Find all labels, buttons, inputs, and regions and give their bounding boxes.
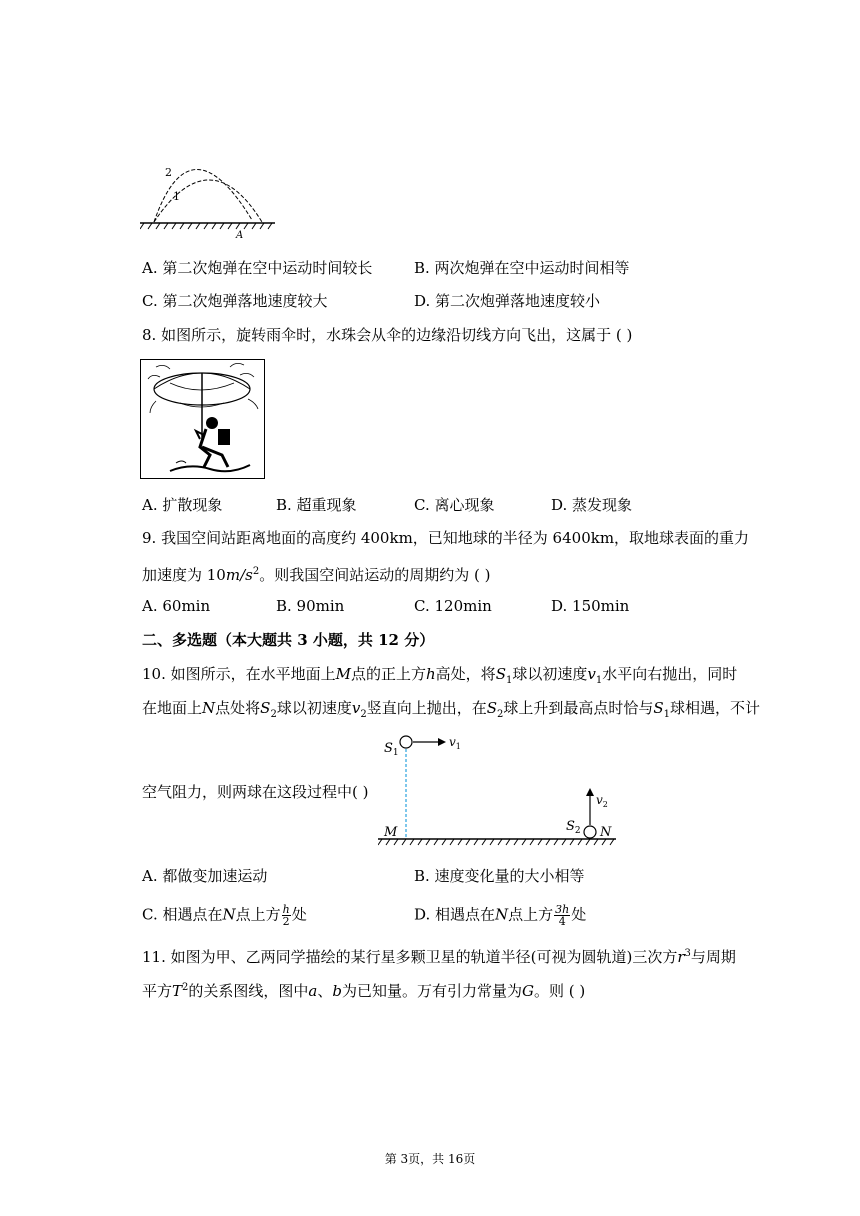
q9-option-a: A. 60min — [142, 597, 211, 615]
q8-option-a: A. 扩散现象 — [142, 496, 223, 514]
fig-v1-label: $v_1$ — [449, 735, 461, 751]
q9-option-b: B. 90min — [276, 597, 345, 615]
q10-option-c: C. 相遇点在N点上方 $\frac{h}{2}$ 处 — [142, 903, 307, 928]
q10-stem-line3: 空气阻力，则两球在这段过程中( ) — [142, 783, 369, 801]
trajectory-1-label: 1 — [173, 190, 180, 203]
fig-n-label: N — [600, 825, 612, 840]
q10-option-d: D. 相遇点在N点上方 $\frac{3h}{4}$ 处 — [414, 903, 587, 928]
q7-option-d: D. 第二次炮弹落地速度较小 — [414, 292, 601, 310]
q9-option-d: D. 150min — [551, 597, 630, 615]
fig-s1-label: $S_1$ — [384, 741, 399, 758]
q10-option-a: A. 都做变加速运动 — [142, 867, 268, 885]
fig-m-label: M — [384, 825, 398, 840]
q7-option-c: C. 第二次炮弹落地速度较大 — [142, 292, 328, 310]
q9-stem-line1: 9. 我国空间站距离地面的高度约 400km，已知地球的半径为 6400km，取地球表面的重力 — [142, 529, 750, 547]
q9-stem-line2: 加速度为 $10m/s^2$。则我国空间站运动的周期约为 ( ) — [142, 566, 491, 584]
q8-stem: 8. 如图所示，旋转雨伞时，水珠会从伞的边缘沿切线方向飞出，这属于 ( ) — [142, 326, 633, 344]
q10-option-b: B. 速度变化量的大小相等 — [414, 867, 585, 885]
q8-option-d: D. 蒸发现象 — [551, 496, 633, 514]
point-a-label: A — [236, 230, 244, 240]
fig-s2-label: $S_2$ — [566, 819, 581, 836]
q7-option-a: A. 第二次炮弹在空中运动时间较长 — [142, 259, 373, 277]
q9-option-c: C. 120min — [414, 597, 492, 615]
q10-stem-line1: 10. 如图所示，在水平地面上M点的正上方h高处，将$S_1$球以初速度$v_1$水平向右抛出，同时 — [142, 665, 738, 686]
two-balls-figure — [378, 728, 623, 853]
fig-v2-label: $v_2$ — [596, 793, 608, 809]
q8-option-c: C. 离心现象 — [414, 496, 495, 514]
trajectory-2-label: 2 — [165, 166, 172, 179]
q11-stem-line1: 11. 如图为甲、乙两同学描绘的某行星多颗卫星的轨道半径(可视为圆轨道)三次方$r^3$与周期 — [142, 948, 736, 966]
q7-option-b: B. 两次炮弹在空中运动时间相等 — [414, 259, 630, 277]
q10-stem-line2: 在地面上N点处将$S_2$球以初速度$v_2$竖直向上抛出，在$S_2$球上升到最高点时恰与$S_1$球相遇，不计 — [142, 699, 761, 720]
projectile-figure — [140, 148, 275, 240]
section-heading-multiple-choice: 二、多选题（本大题共 3 小题，共 12 分） — [142, 631, 435, 649]
q11-stem-line2: 平方$T^2$的关系图线，图中a、b为已知量。万有引力常量为G。则 ( ) — [142, 982, 586, 1000]
page-footer: 第 3页，共 16页 — [384, 1152, 476, 1166]
q8-option-b: B. 超重现象 — [276, 496, 357, 514]
umbrella-figure — [140, 359, 265, 479]
